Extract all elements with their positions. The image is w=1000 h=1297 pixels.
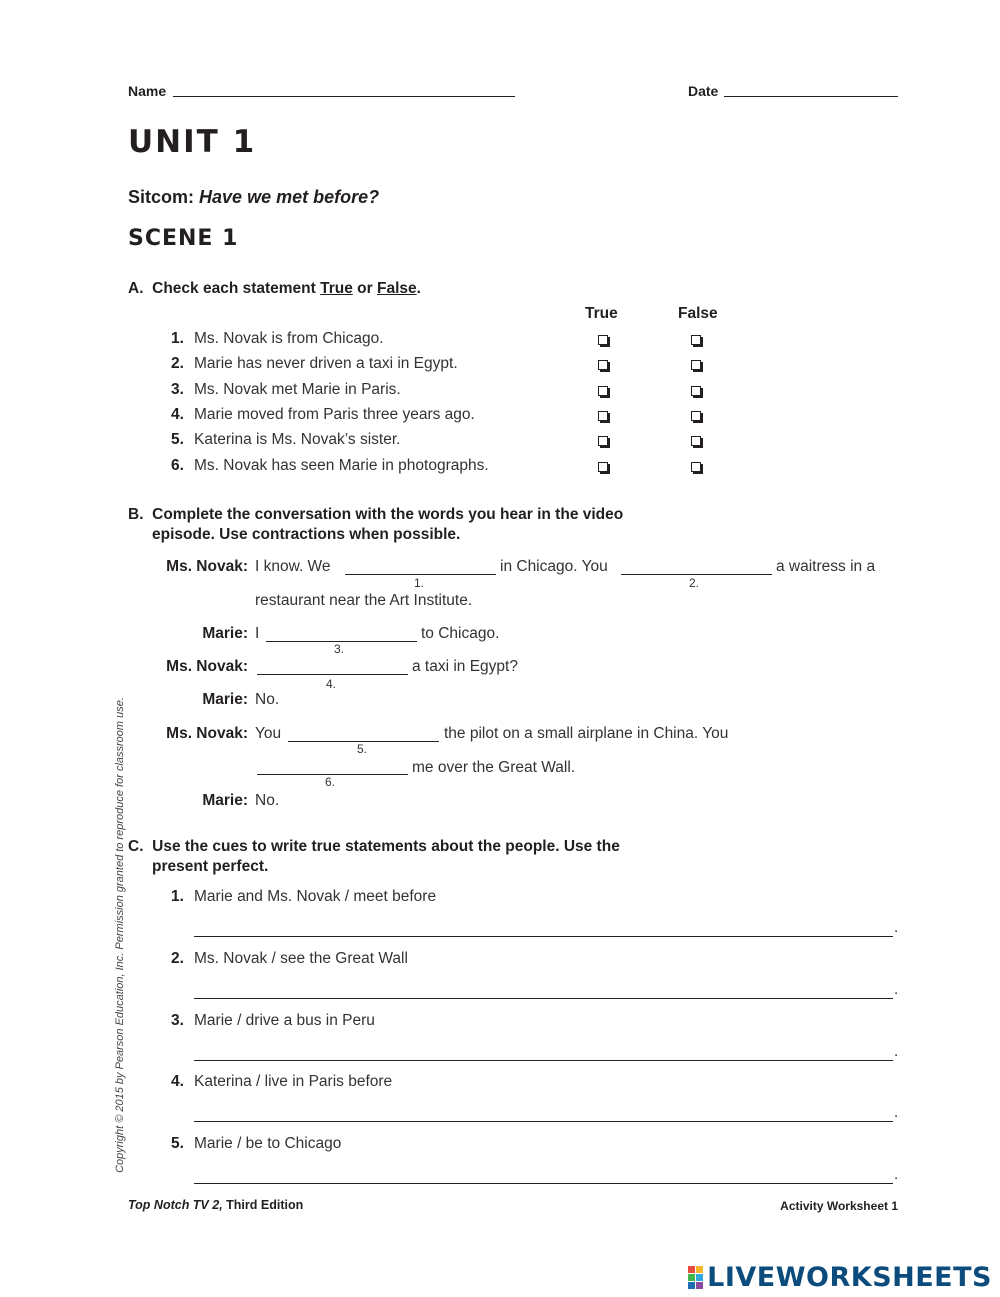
blank-3-input[interactable] xyxy=(266,625,417,642)
section-a-letter: A. xyxy=(128,280,144,297)
item-number: 6. xyxy=(171,457,184,474)
statement-text: Ms. Novak is from Chicago. xyxy=(194,330,384,347)
section-a-heading xyxy=(128,279,421,299)
false-checkbox[interactable] xyxy=(691,386,701,396)
name-input[interactable] xyxy=(173,80,515,97)
true-word: True xyxy=(320,280,353,297)
blank-1-number: 1. xyxy=(414,576,425,590)
cue-text: Marie / drive a bus in Peru xyxy=(194,1012,375,1029)
logo-block xyxy=(696,1266,703,1273)
section-c-line1: Use the cues to write true statements about the people. Use the xyxy=(152,838,620,855)
period-mark: . xyxy=(894,981,899,998)
logo-mark-icon xyxy=(688,1266,703,1289)
speaker-marie: Marie: xyxy=(202,792,248,809)
false-checkbox[interactable] xyxy=(691,462,701,472)
blank-2-input[interactable] xyxy=(621,558,772,575)
sitcom-episode: Have we met before? xyxy=(199,187,380,207)
logo-block xyxy=(688,1266,695,1273)
period-mark: . xyxy=(894,1104,899,1121)
cue-number: 3. xyxy=(171,1012,184,1029)
false-word: False xyxy=(376,280,417,297)
dialogue-text: No. xyxy=(255,691,280,708)
dialogue-text: to Chicago. xyxy=(421,625,500,642)
item-number: 5. xyxy=(171,431,184,448)
cue-text: Katerina / live in Paris before xyxy=(194,1073,393,1090)
statement-text: Katerina is Ms. Novak’s sister. xyxy=(194,431,401,448)
cue-number: 1. xyxy=(171,888,184,905)
footer-book-edition: Third Edition xyxy=(226,1198,304,1212)
col-false-header: False xyxy=(678,305,718,322)
footer-worksheet: Activity Worksheet 1 xyxy=(780,1199,898,1213)
sitcom-prefix: Sitcom: xyxy=(128,187,195,207)
blank-4-input[interactable] xyxy=(257,658,408,675)
speaker-ms-novak: Ms. Novak: xyxy=(166,558,248,575)
speaker-marie: Marie: xyxy=(202,691,248,708)
blank-3-number: 3. xyxy=(334,642,345,656)
cue-text: Ms. Novak / see the Great Wall xyxy=(194,950,408,967)
section-b-line2: episode. Use contractions when possible. xyxy=(152,526,461,543)
false-checkbox[interactable] xyxy=(691,411,701,421)
col-true-header: True xyxy=(585,305,618,322)
section-b-line1: Complete the conversation with the words you hear in the video xyxy=(152,506,624,523)
period-mark: . xyxy=(894,919,899,936)
cue-text: Marie / be to Chicago xyxy=(194,1135,342,1152)
section-a-end: . xyxy=(416,280,421,297)
dialogue-text: You xyxy=(255,725,282,742)
footer-book xyxy=(128,1198,303,1212)
dialogue-text: the pilot on a small airplane in China. You xyxy=(444,725,729,742)
cue-text: Marie and Ms. Novak / meet before xyxy=(194,888,437,905)
item-number: 4. xyxy=(171,406,184,423)
logo-block xyxy=(688,1274,695,1281)
true-checkbox[interactable] xyxy=(598,386,608,396)
true-checkbox[interactable] xyxy=(598,462,608,472)
false-checkbox[interactable] xyxy=(691,335,701,345)
true-checkbox[interactable] xyxy=(598,360,608,370)
cue-number: 4. xyxy=(171,1073,184,1090)
blank-5-number: 5. xyxy=(357,742,368,756)
dialogue-text: me over the Great Wall. xyxy=(412,759,576,776)
section-b-letter: B. xyxy=(128,506,144,523)
answer-input[interactable] xyxy=(194,1103,893,1122)
section-c-heading xyxy=(128,837,620,857)
dialogue-text: a taxi in Egypt? xyxy=(412,658,518,675)
blank-4-number: 4. xyxy=(326,677,337,691)
dialogue-text: I know. We xyxy=(255,558,331,575)
section-c-letter: C. xyxy=(128,838,144,855)
blank-6-input[interactable] xyxy=(257,758,408,775)
or-word: or xyxy=(357,280,373,297)
logo-block xyxy=(696,1282,703,1289)
statement-text: Marie moved from Paris three years ago. xyxy=(194,406,475,423)
false-checkbox[interactable] xyxy=(691,436,701,446)
answer-input[interactable] xyxy=(194,918,893,937)
answer-input[interactable] xyxy=(194,1042,893,1061)
true-checkbox[interactable] xyxy=(598,335,608,345)
dialogue-text: No. xyxy=(255,792,280,809)
false-checkbox[interactable] xyxy=(691,360,701,370)
dialogue-text: in Chicago. You xyxy=(500,558,608,575)
date-label: Date xyxy=(688,83,719,99)
liveworksheets-logo xyxy=(688,1262,992,1293)
item-number: 3. xyxy=(171,381,184,398)
dialogue-text: restaurant near the Art Institute. xyxy=(255,592,473,609)
statement-text: Marie has never driven a taxi in Egypt. xyxy=(194,355,458,372)
logo-block xyxy=(688,1282,695,1289)
answer-input[interactable] xyxy=(194,1165,893,1184)
blank-6-number: 6. xyxy=(325,775,336,789)
true-checkbox[interactable] xyxy=(598,436,608,446)
speaker-ms-novak: Ms. Novak: xyxy=(166,658,248,675)
logo-text: LIVEWORKSHEETS xyxy=(707,1262,992,1293)
blank-2-number: 2. xyxy=(689,576,700,590)
period-mark: . xyxy=(894,1166,899,1183)
dialogue-text: a waitress in a xyxy=(776,558,876,575)
footer-book-title: Top Notch TV 2, xyxy=(128,1198,223,1212)
speaker-ms-novak: Ms. Novak: xyxy=(166,725,248,742)
copyright-notice: Copyright © 2015 by Pearson Education, Inc. Permission granted to reproduce for classroom use. xyxy=(114,697,126,1173)
sitcom-title xyxy=(128,187,379,208)
statement-text: Ms. Novak met Marie in Paris. xyxy=(194,381,401,398)
section-a-instruction: Check each statement xyxy=(152,280,316,297)
true-checkbox[interactable] xyxy=(598,411,608,421)
section-c-line2: present perfect. xyxy=(152,858,269,875)
period-mark: . xyxy=(894,1043,899,1060)
scene-title: SCENE 1 xyxy=(128,226,239,251)
cue-number: 2. xyxy=(171,950,184,967)
unit-title: UNIT 1 xyxy=(128,124,257,160)
item-number: 1. xyxy=(171,330,184,347)
date-input[interactable] xyxy=(724,80,898,97)
answer-input[interactable] xyxy=(194,980,893,999)
cue-number: 5. xyxy=(171,1135,184,1152)
dialogue-text: I xyxy=(255,625,260,642)
speaker-marie: Marie: xyxy=(202,625,248,642)
logo-block xyxy=(696,1274,703,1281)
blank-5-input[interactable] xyxy=(288,725,439,742)
statement-text: Ms. Novak has seen Marie in photographs. xyxy=(194,457,489,474)
name-label: Name xyxy=(128,83,167,99)
item-number: 2. xyxy=(171,355,184,372)
blank-1-input[interactable] xyxy=(345,558,496,575)
section-b-heading xyxy=(128,505,623,525)
